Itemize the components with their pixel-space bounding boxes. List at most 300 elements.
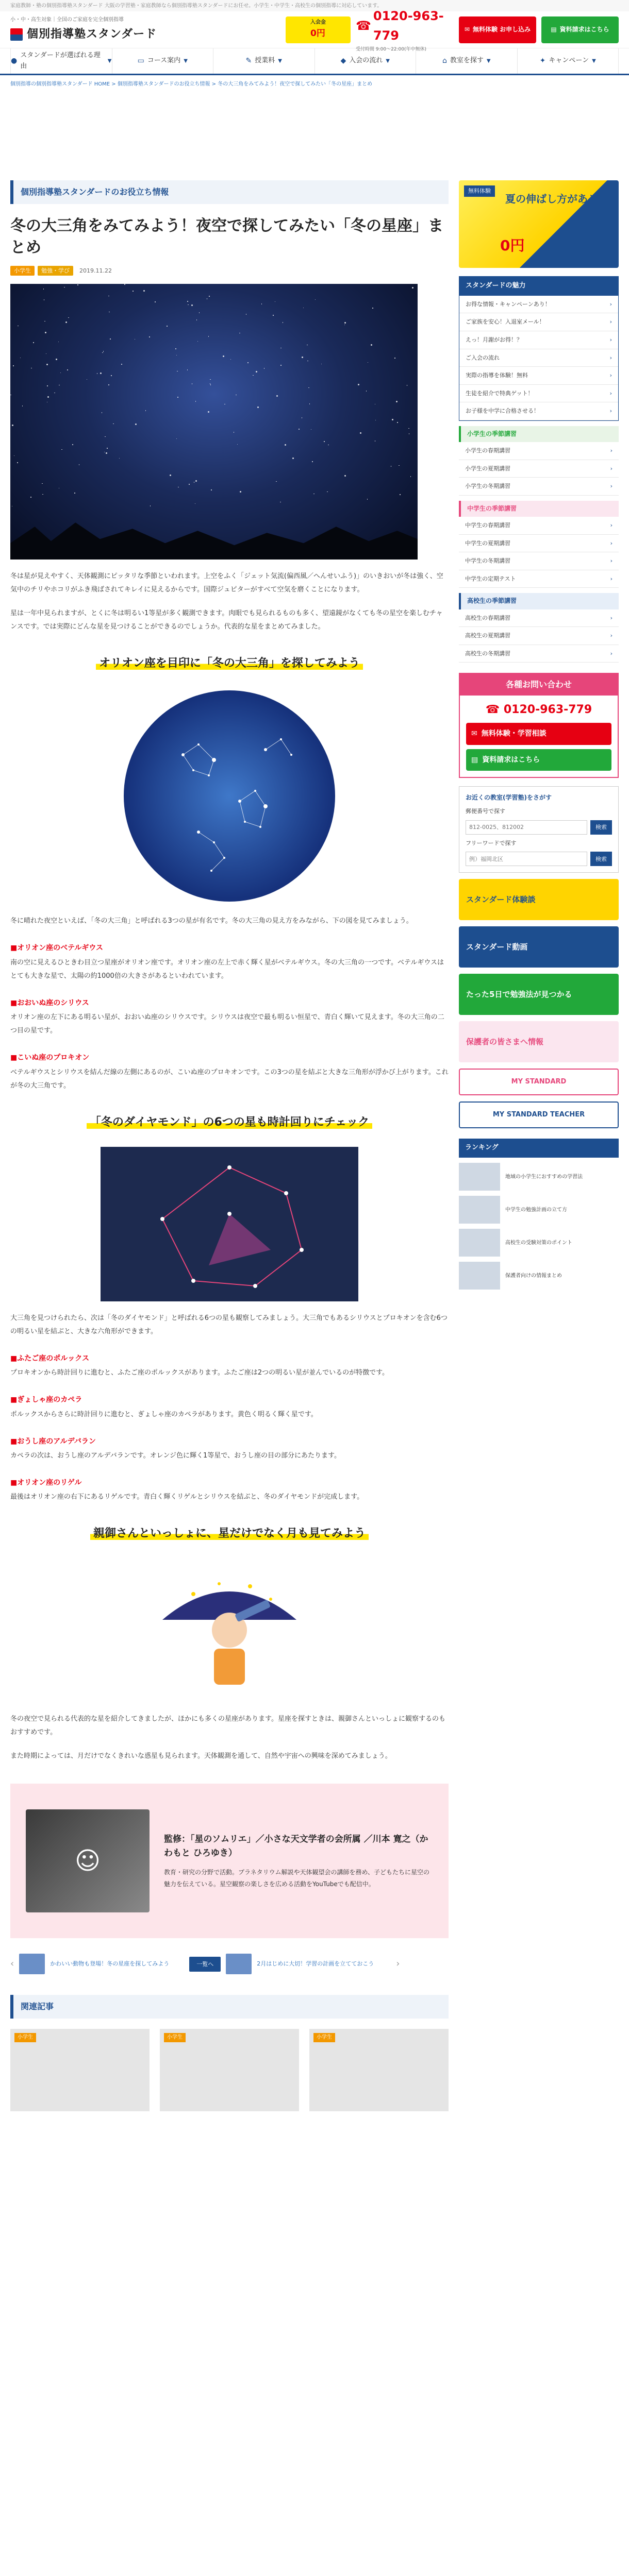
sky-star (358, 384, 359, 385)
chevron-right-icon: › (610, 539, 613, 547)
feature-link-label: お得な情報・キャンペーンあり！ (466, 300, 551, 308)
ranking-thumbnail (459, 1229, 500, 1257)
sky-star (42, 483, 43, 484)
main-content (10, 180, 449, 2111)
sky-star (256, 371, 257, 372)
sky-star (175, 348, 176, 349)
sky-star (12, 506, 13, 507)
sky-star (72, 444, 73, 445)
star-text: オリオン座の左下にある明るい星が、おおいぬ座のシリウスです。シリウスは夜空で最も明るい恒星で、青白く輝いて見えます。冬の大三角の二つ目の星です。 (10, 1013, 444, 1035)
top-note: 家庭教師・塾の個別指導塾スタンダード 大阪の学習塾・家庭教師なら個別指導塾スタンダードにお任せ。小学生・中学生・高校生の個別指導に対応しています。 (0, 0, 629, 11)
document-icon: ▤ (551, 25, 557, 33)
star-text: ポルックスからさらに時計回りに進むと、ぎょしゃ座のカペラがあります。黄色く明るく輝く星です。 (10, 1410, 318, 1418)
child-telescope-illustration (131, 1558, 327, 1702)
tag-elementary[interactable]: 小学生 (10, 266, 35, 276)
sky-star (280, 502, 281, 503)
related-heading: 関連記事 (10, 1995, 449, 2019)
feature-link-label: ご家族を安心！入退室メール！ (466, 318, 545, 326)
sky-star (371, 344, 372, 346)
sky-star (42, 494, 43, 495)
gnav-courses[interactable] (112, 48, 213, 74)
author-heading: 監修：「星のソムリエ」／小さな天文学者の会所属 ／川本 寛之（かわもと ひろゆき） (164, 1834, 428, 1858)
chevron-right-icon: › (610, 650, 613, 657)
related-tag: 小学生 (14, 2033, 36, 2042)
sky-star (107, 448, 108, 449)
sky-star (309, 403, 310, 404)
star-heading: ■ぎょしゃ座のカペラ (10, 1396, 82, 1404)
sky-star (210, 384, 211, 385)
gnav-label: スタンダードが選ばれる理由 (20, 51, 101, 70)
gnav-flow[interactable] (314, 48, 416, 74)
chevron-right-icon: › (609, 354, 612, 361)
chevron-right-icon: › (609, 336, 612, 343)
sidebar (459, 180, 619, 1290)
search-heading: お近くの教室(学習塾)をさがす (466, 794, 552, 802)
sky-star (18, 326, 19, 327)
phone-icon: ☎ (485, 703, 504, 717)
chevron-right-icon: › (609, 318, 612, 326)
sky-star (110, 338, 111, 340)
sky-star (119, 458, 120, 459)
features-heading: スタンダードの魅力 (459, 277, 618, 296)
sky-star (113, 423, 114, 425)
sky-star (409, 433, 410, 434)
logo[interactable] (10, 16, 196, 43)
group-link[interactable] (459, 478, 619, 496)
sky-star (54, 393, 55, 394)
sky-star (210, 379, 211, 380)
family-paragraph: 冬の夜空で見られる代表的な星を紹介してきましたが、ほかにも多くの星座があります。星座を探すときは、親御さんといっしょに観察するのもおすすめです。 (10, 1715, 445, 1737)
sky-star (105, 436, 106, 437)
zip-search-input[interactable] (466, 820, 587, 835)
sky-star (65, 321, 67, 323)
chevron-right-icon: › (610, 614, 613, 621)
feature-link[interactable] (459, 385, 618, 403)
chevron-right-icon: › (609, 300, 612, 308)
steps-icon: ◆ (340, 57, 346, 65)
feature-link[interactable] (459, 367, 618, 385)
group-link[interactable] (459, 535, 619, 553)
article-meta (10, 266, 449, 276)
sky-star (135, 339, 136, 340)
sky-star (31, 368, 32, 369)
group-link[interactable] (459, 517, 619, 535)
sky-star (74, 493, 75, 494)
phone-icon: ☎ (356, 19, 371, 33)
sky-star (307, 345, 308, 346)
list-button[interactable]: 一覧へ (189, 1957, 221, 1972)
ranking-title: 保護者向けの情報まとめ (505, 1273, 562, 1279)
group-link[interactable] (459, 442, 619, 460)
contact-box (459, 673, 619, 778)
ranking-item[interactable] (459, 1196, 619, 1224)
sky-star (149, 336, 150, 337)
sky-star (47, 385, 48, 386)
ranking-item[interactable] (459, 1163, 619, 1191)
sky-star (176, 438, 177, 439)
sky-star (20, 358, 21, 359)
sky-star (188, 304, 189, 306)
sky-star (308, 387, 309, 388)
sky-star (328, 445, 329, 446)
heading-winter-diamond (10, 1113, 449, 1131)
sky-star (47, 396, 49, 398)
entry-fee-badge (286, 16, 351, 43)
prev-article-link[interactable]: かわいい動物も登場！冬の星座を探してみよう (50, 1960, 170, 1968)
group-link[interactable] (459, 570, 619, 588)
sky-star (44, 321, 45, 322)
intro-paragraph: 冬は星が見えやすく、天体観測にピッタリな季節といわれます。上空をふく「ジェット気流(偏西風／へんせいふう)」のいきおいが冬は強く、空気中のチリやホコリがふき飛ばされてキレイに見えるからです。国際ジュピターがすべて空気を磨くことになります。 (10, 572, 443, 594)
star-text: カペラの次は、おうし座のアルデバランです。オレンジ色に輝く1等星で、おうし座の目の部分にあたります。 (10, 1451, 341, 1460)
chevron-down-icon: ▼ (184, 58, 188, 64)
chevron-right-icon: › (610, 522, 613, 529)
phone-number: 0120-963-779 (373, 8, 444, 43)
sky-star (368, 362, 369, 363)
sky-star (313, 494, 314, 495)
diamond-paragraph: 大三角を見つけられたら、次は「冬のダイヤモンド」と呼ばれる6つの星も観察してみましょう。大三角でもあるシリウスとプロキオンを含む6つの明るい星を結ぶと、大きな六角形ができます。 (10, 1314, 448, 1335)
sky-star (360, 432, 361, 434)
triangle-paragraph: 冬に晴れた夜空といえば、「冬の大三角」と呼ばれる3つの星が有名です。冬の大三角の見え方をみながら、下の図を見てみましょう。 (10, 917, 413, 925)
family-paragraph-2: また時期によっては、月だけでなくきれいな惑星も見られます。天体観測を通して、自然や宇宙への興味を深めてみましょう。 (10, 1752, 392, 1760)
gnav-label: 教室を探す (450, 57, 484, 65)
chevron-right-icon: › (609, 372, 612, 379)
school-search (459, 786, 619, 873)
sky-star (247, 362, 249, 363)
sky-star (275, 301, 276, 302)
ranking-item[interactable] (459, 1262, 619, 1290)
star-heading: ■オリオン座のリゲル (10, 1478, 82, 1487)
sky-star (391, 466, 392, 467)
sky-star (234, 432, 235, 433)
gnav-campaign[interactable] (517, 48, 619, 74)
group-link-label: 小学生の春期講習 (465, 447, 510, 454)
gnav-schools[interactable] (416, 48, 517, 74)
sky-star (285, 444, 286, 446)
sky-star (375, 440, 376, 442)
ranking-title: 高校生の受験対策のポイント (505, 1240, 572, 1246)
winter-diamond-star-chart (101, 1147, 358, 1301)
promo-parents[interactable]: 保護者の皆さまへ情報 (459, 1021, 619, 1062)
sky-star (108, 296, 109, 297)
fee-label: 入会金 (310, 19, 326, 25)
contact-phone[interactable] (466, 701, 611, 719)
ranking-item[interactable] (459, 1229, 619, 1257)
author-bio: 教育・研究の分野で活動。プラネタリウム解説や天体観望会の講師を務め、子どもたちに星空の魅力を伝えている。星空観察の楽しさを広める活動をYouTubeでも配信中。 (164, 1868, 430, 1888)
sky-star (257, 406, 259, 408)
freeword-search-input[interactable] (466, 852, 587, 866)
ranking-title: 地域の小学生におすすめの学習法 (505, 1174, 583, 1180)
sky-star (68, 317, 69, 318)
prev-thumbnail[interactable] (19, 1954, 45, 1974)
sky-star (43, 289, 44, 290)
sky-star (196, 319, 197, 320)
related-tag: 小学生 (164, 2033, 186, 2042)
site-header (0, 8, 629, 52)
chevron-down-icon: ▼ (107, 58, 112, 64)
chevron-right-icon: › (610, 483, 613, 490)
sky-star (394, 358, 395, 359)
sky-star (344, 325, 345, 326)
sky-star (30, 497, 31, 498)
intro-paragraph-2: 星は一年中見られますが、とくに冬は明るい1等星が多く観測できます。肉眼でも見られるものも多く、望遠鏡がなくても冬の星空を楽しむチャンスです。では実際にどんな星を見つけることができるのでしょうか。代表的な星をまとめてみました。 (10, 609, 443, 631)
group-link-label: 高校生の冬期講習 (465, 650, 510, 657)
sky-star (312, 461, 313, 462)
logo-text: 個別指導塾スタンダード (27, 27, 157, 41)
freeword-search-button[interactable]: 検索 (590, 852, 612, 866)
sky-star (209, 296, 210, 297)
heading-family-text: 親御さんといっしょに、星だけでなく月も見てみよう (90, 1527, 369, 1540)
sky-star (97, 373, 98, 374)
article-date: 2019.11.22 (79, 267, 112, 274)
sky-star (77, 284, 78, 285)
sky-star (14, 455, 15, 456)
trial-button[interactable] (459, 16, 536, 43)
sky-star (10, 395, 11, 396)
sky-star (155, 301, 156, 302)
winter-triangle-star-chart (121, 688, 338, 904)
sky-star (167, 326, 168, 327)
sky-star (246, 314, 247, 315)
feature-link-label: えっ！月謝がお得！？ (466, 336, 522, 343)
feature-link-label: 生徒を紹介で特典ゲット！ (466, 389, 534, 397)
sky-star (176, 355, 177, 356)
sky-star (230, 359, 231, 360)
group-link[interactable] (459, 645, 619, 663)
sky-star (412, 287, 413, 289)
gnav-reasons[interactable] (10, 48, 112, 74)
star-chart-disc (124, 690, 335, 902)
sky-star (408, 428, 409, 429)
sky-star (191, 304, 193, 306)
star-text: プロキオンから時計回りに進むと、ふたご座のポルックスがあります。ふたご座は2つの明るい星が並んでいるのが特徴です。 (10, 1369, 389, 1377)
star-heading: ■ふたご座のポルックス (10, 1354, 90, 1363)
phone-hours: 受付時間 9:00〜22:00(年中無休) (356, 46, 427, 52)
sky-star (170, 474, 171, 476)
sky-star (397, 422, 398, 423)
group-link-label: 中学生の春期講習 (465, 522, 510, 529)
sky-star (194, 482, 195, 483)
sky-star (187, 301, 188, 302)
zip-search-button[interactable]: 検索 (590, 820, 612, 835)
chevron-right-icon: › (610, 465, 613, 472)
chevron-right-icon: › (610, 632, 613, 639)
sky-star (410, 476, 411, 477)
star-heading: ■こいぬ座のプロキオン (10, 1054, 90, 1062)
group-link-label: 小学生の冬期講習 (465, 483, 510, 490)
sky-star (100, 372, 102, 374)
sky-star (195, 401, 196, 402)
chevron-down-icon: ▼ (486, 58, 491, 64)
next-thumbnail[interactable] (226, 1954, 252, 1974)
my-standard-button[interactable]: MY STANDARD (459, 1069, 619, 1095)
group-link[interactable] (459, 627, 619, 645)
chevron-down-icon: ▼ (386, 58, 390, 64)
group-link[interactable] (459, 609, 619, 628)
heading-winter-triangle-text: オリオン座を目印に「冬の大三角」を探してみよう (96, 657, 363, 670)
sky-star (46, 364, 48, 365)
sky-star (399, 465, 400, 466)
star-text: 最後はオリオン座の右下にあるリゲルです。青白く輝くリゲルとシリウスを結ぶと、冬のダイヤモンドが完成します。 (10, 1493, 364, 1501)
feature-link[interactable] (459, 349, 618, 367)
related-card[interactable] (160, 2029, 299, 2111)
sky-star (104, 452, 105, 453)
promo-study-method[interactable]: たった5日で勉強法が見つかる (459, 974, 619, 1015)
tag-study[interactable]: 勉強・学び (38, 266, 73, 276)
group-link-label: 中学生の定期テスト (465, 575, 516, 582)
sky-star (253, 375, 254, 376)
sky-star (280, 348, 282, 349)
document-icon: ▤ (471, 755, 478, 764)
sky-star (283, 322, 284, 323)
docs-button-label: 資料請求はこちら (559, 25, 609, 33)
sky-star (207, 298, 208, 299)
ranking-thumbnail (459, 1262, 500, 1290)
chevron-left-icon[interactable]: ‹ (10, 1958, 14, 1970)
article-pager (10, 1954, 449, 1974)
related-tag: 小学生 (313, 2033, 335, 2042)
sky-star (392, 419, 393, 420)
header-phone[interactable] (356, 6, 454, 53)
sky-star (150, 505, 151, 506)
sky-star (237, 444, 238, 445)
sky-star (400, 494, 401, 495)
chevron-right-icon: › (610, 575, 613, 582)
sky-star (302, 357, 303, 358)
sky-star (327, 492, 328, 493)
gnav-label: 入会の流れ (349, 57, 383, 65)
sky-star (208, 411, 209, 413)
gnav-label: 授業料 (255, 57, 275, 65)
sky-star (321, 364, 322, 365)
sky-star (375, 420, 376, 421)
sky-star (396, 401, 398, 402)
trial-consult-button[interactable] (466, 723, 611, 744)
sky-star (22, 405, 23, 406)
logo-mark-icon (10, 28, 23, 41)
sky-star (197, 341, 198, 342)
heading-family (10, 1524, 449, 1543)
sky-star (111, 375, 112, 376)
sky-star (280, 365, 282, 366)
sky-star (33, 342, 34, 343)
sky-star (303, 308, 304, 309)
chevron-right-icon: › (610, 447, 613, 454)
request-docs-button[interactable] (466, 749, 611, 771)
features-box (459, 276, 619, 421)
sky-star (375, 404, 376, 405)
person-icon: ☺ (74, 1846, 101, 1876)
gnav-label: キャンペーン (549, 57, 589, 65)
sky-star (102, 412, 103, 413)
sky-star (224, 404, 225, 405)
sky-star (240, 491, 241, 493)
group-link[interactable] (459, 552, 619, 570)
sky-star (87, 379, 88, 380)
next-article-link[interactable]: 2月はじめに大切！学習の計画を立てておこう (257, 1960, 374, 1968)
group-heading: 小学生の季節講習 (459, 426, 619, 442)
sky-star (106, 452, 107, 454)
gnav-fees[interactable] (213, 48, 314, 74)
contact-phone-number: 0120-963-779 (503, 703, 592, 717)
sky-star (366, 391, 367, 392)
group-link-label: 中学生の夏期講習 (465, 539, 510, 547)
my-standard-teacher-button[interactable]: MY STANDARD TEACHER (459, 1101, 619, 1128)
author-box (10, 1784, 449, 1938)
ranking-heading: ランキング (459, 1139, 619, 1158)
star-text: ベテルギウスとシリウスを結んだ線の左側にあるのが、こいぬ座のプロキオンです。この3つの星を結ぶと大きな三角形が浮かび上がります。これが冬の大三角です。 (10, 1068, 449, 1090)
sky-star (187, 369, 188, 370)
summer-banner[interactable] (459, 180, 619, 268)
promo-video[interactable]: スタンダード動画 (459, 926, 619, 968)
feature-link[interactable] (459, 402, 618, 420)
banner-text: 夏の伸ばし方がある (505, 193, 598, 205)
group-link[interactable] (459, 460, 619, 478)
star-text: 南の空に見えるひときわ目立つ星座がオリオン座です。オリオン座の左上で赤く輝く星がベテルギウス。冬の大三角の一つです。ベテルギウスはとても大きな星で、太陽の約1000倍の大きさがあるといわれています。 (10, 958, 444, 980)
chevron-right-icon[interactable]: › (396, 1958, 400, 1970)
trial-button-label: 無料体験 お申し込み (472, 25, 531, 33)
chevron-right-icon: › (609, 389, 612, 397)
sky-star (79, 464, 80, 465)
sky-star (121, 364, 122, 365)
ranking-thumbnail (459, 1196, 500, 1224)
sky-star (264, 368, 265, 369)
related-card[interactable] (309, 2029, 449, 2111)
chevron-right-icon: › (609, 408, 612, 415)
sky-star (324, 441, 325, 442)
feature-link[interactable] (459, 331, 618, 349)
feature-link[interactable] (459, 296, 618, 314)
section-title: 個別指導塾スタンダードのお役立ち情報 (10, 180, 449, 204)
sky-star (13, 365, 14, 366)
mail-icon: ✉ (464, 25, 470, 33)
sky-star (276, 395, 278, 397)
sky-star (67, 369, 68, 370)
sky-star (189, 484, 190, 485)
mail-icon: ✉ (471, 730, 477, 738)
group-link-label: 中学生の冬期講習 (465, 557, 510, 565)
docs-button[interactable] (541, 16, 619, 43)
sky-star (103, 351, 104, 352)
freeword-label: フリーワードで探す (466, 839, 517, 846)
global-nav (0, 48, 629, 75)
heading-winter-diamond-text: 「冬のダイヤモンド」の6つの星も時計回りにチェック (87, 1116, 372, 1129)
related-card[interactable] (10, 2029, 150, 2111)
feature-link-label: お子様を中学に合格させる！ (466, 408, 539, 415)
group-heading: 高校生の季節講習 (459, 593, 619, 609)
sky-star (211, 489, 212, 490)
sky-star (124, 284, 125, 285)
feature-link-label: ご入会の流れ (466, 354, 500, 361)
tree-silhouette (10, 518, 418, 560)
sky-star (367, 499, 368, 500)
group-heading: 中学生の季節講習 (459, 501, 619, 517)
sky-star (261, 303, 262, 304)
sky-star (208, 336, 209, 337)
group-link-label: 高校生の春期講習 (465, 614, 510, 621)
breadcrumb[interactable]: 個別指導の個別指導塾スタンダード HOME > 個別指導塾スタンダードのお役立ち情報 > 冬の大三角をみてみよう！夜空で探してみたい「冬の星座」まとめ (10, 81, 373, 87)
banner-ribbon: 無料体験 (464, 185, 495, 197)
sky-star (192, 383, 193, 384)
feature-link[interactable] (459, 313, 618, 331)
sky-star (195, 503, 196, 504)
sky-star (58, 342, 59, 343)
sky-star (143, 290, 145, 292)
promo-testimonials[interactable]: スタンダード体験談 (459, 879, 619, 920)
pencil-icon: ✎ (245, 57, 252, 65)
feature-link-label: 実際の指導を体験！無料 (466, 372, 528, 379)
sky-star (292, 457, 294, 459)
sky-star (239, 333, 240, 334)
